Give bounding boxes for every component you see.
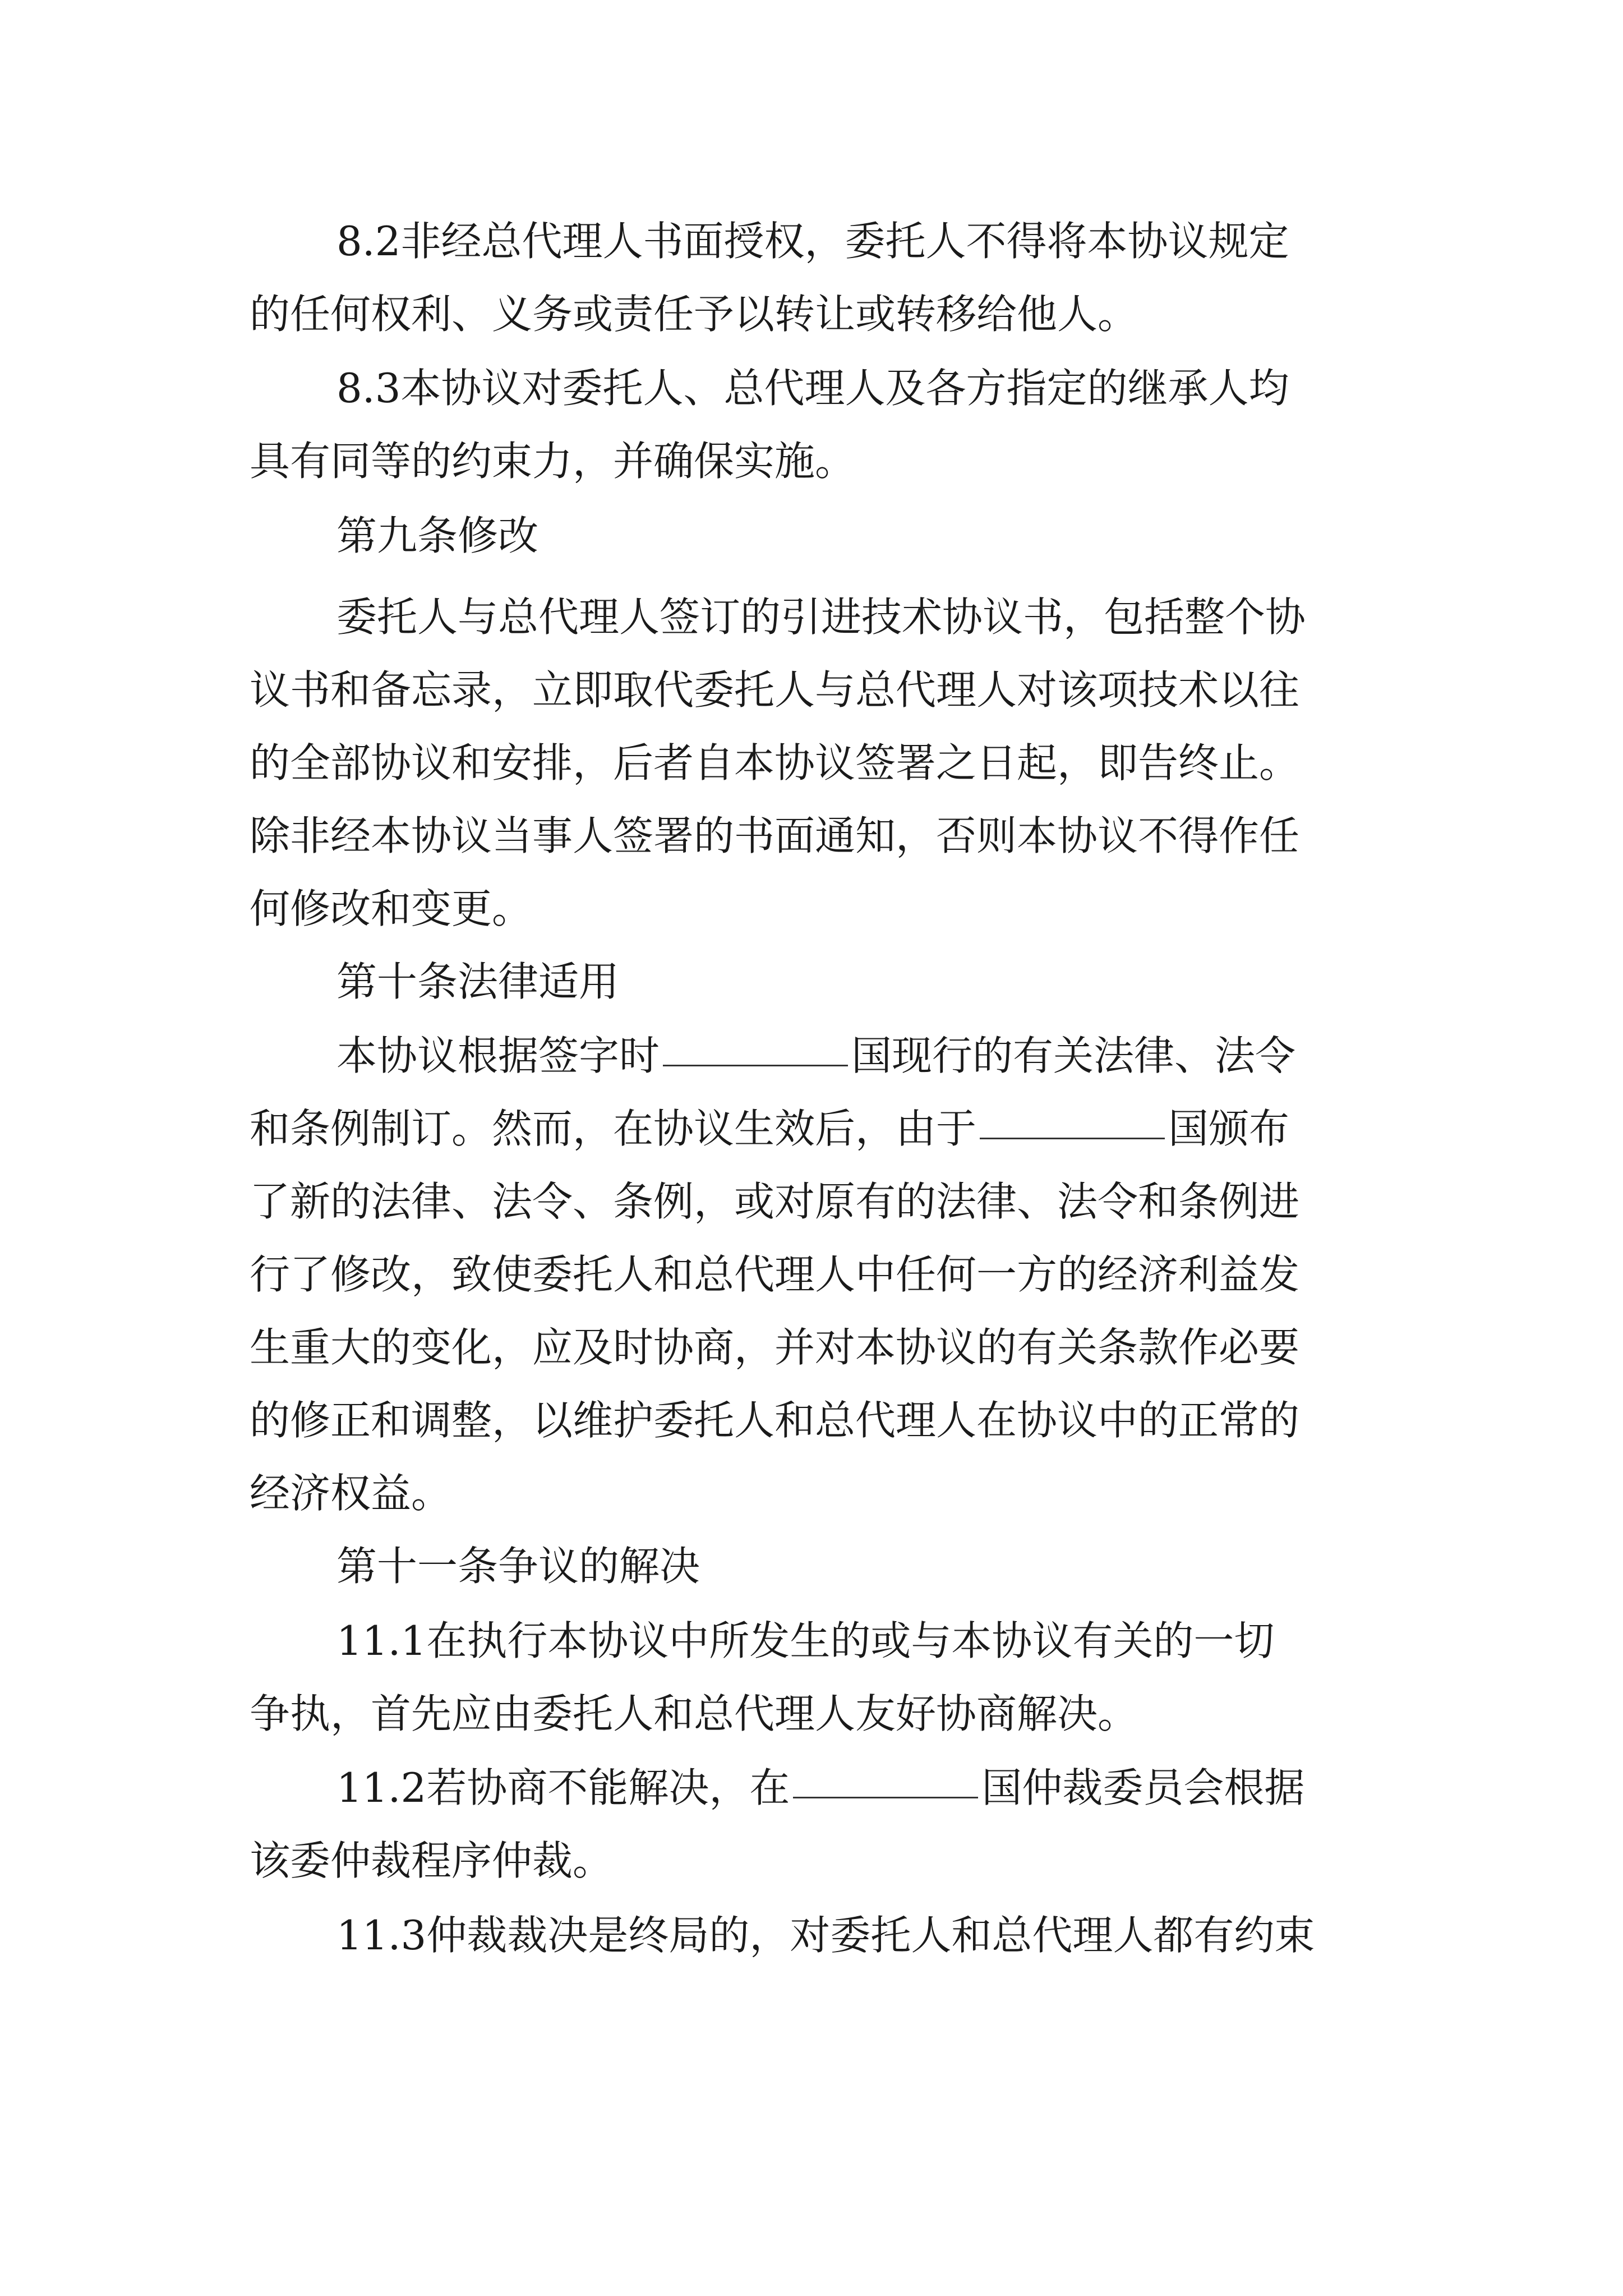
paragraph-8-2-line-2: 的任何权利、义务或责任予以转让或转移给他人。 [250,291,1138,338]
paragraph-8-3-line-1: 8.3本协议对委托人、总代理人及各方指定的继承人均 [336,365,1289,412]
text-segment: 国颁布 [1168,1105,1290,1152]
article-10-heading: 第十条法律适用 [336,958,620,1005]
paragraph-11-2-line-1 [336,1760,1377,1816]
article-9-text-line-2: 议书和备忘录，立即取代委托人与总代理人对该项技术以往 [250,666,1300,714]
text-segment: 国仲裁委员会根据 [981,1764,1305,1811]
paragraph-11-1-line-2: 争执，首先应由委托人和总代理人友好协商解决。 [250,1690,1138,1737]
article-9-text-line-1: 委托人与总代理人签订的引进技术协议书，包括整个协 [336,593,1306,641]
fill-in-blank[interactable] [980,1097,1165,1139]
fill-in-blank[interactable] [663,1024,848,1066]
text-segment: 和条例制订。然而，在协议生效后，由于 [250,1105,977,1152]
paragraph-11-3-line-1: 11.3仲裁裁决是终局的，对委托人和总代理人都有约束 [336,1912,1315,1959]
article-10-text-line-6: 的修正和调整，以维护委托人和总代理人在协议中的正常的 [250,1397,1300,1444]
article-11-heading: 第十一条争议的解决 [336,1543,700,1590]
article-10-text-line-2 [250,1101,1377,1157]
article-9-text-line-5: 何修改和变更。 [250,885,533,932]
article-9-heading: 第九条修改 [336,512,539,559]
article-10-text-line-7: 经济权益。 [250,1470,452,1517]
text-segment: 国现行的有关法律、法令 [851,1032,1296,1079]
article-9-text-line-4: 除非经本协议当事人签署的书面通知，否则本协议不得作任 [250,812,1300,859]
article-10-text-line-5: 生重大的变化，应及时协商，并对本协议的有关条款作必要 [250,1324,1300,1371]
article-9-text-line-3: 的全部协议和安排，后者自本协议签署之日起，即告终止。 [250,739,1300,786]
text-segment: 本协议根据签字时 [336,1032,660,1079]
paragraph-11-2-line-2: 该委仲裁程序仲裁。 [250,1837,614,1884]
article-10-text-line-3: 了新的法律、法令、条例，或对原有的法律、法令和条例进 [250,1178,1300,1225]
paragraph-8-2-line-1: 8.2非经总代理人书面授权，委托人不得将本协议规定 [336,218,1289,265]
article-10-text-line-4: 行了修改，致使委托人和总代理人中任何一方的经济利益发 [250,1251,1300,1298]
paragraph-8-3-line-2: 具有同等的约束力，并确保实施。 [250,438,856,485]
paragraph-11-1-line-1: 11.1在执行本协议中所发生的或与本协议有关的一切 [336,1617,1275,1664]
article-10-text-line-1 [336,1028,1377,1084]
text-segment: 11.2若协商不能解决，在 [336,1764,790,1811]
fill-in-blank[interactable] [793,1756,978,1798]
